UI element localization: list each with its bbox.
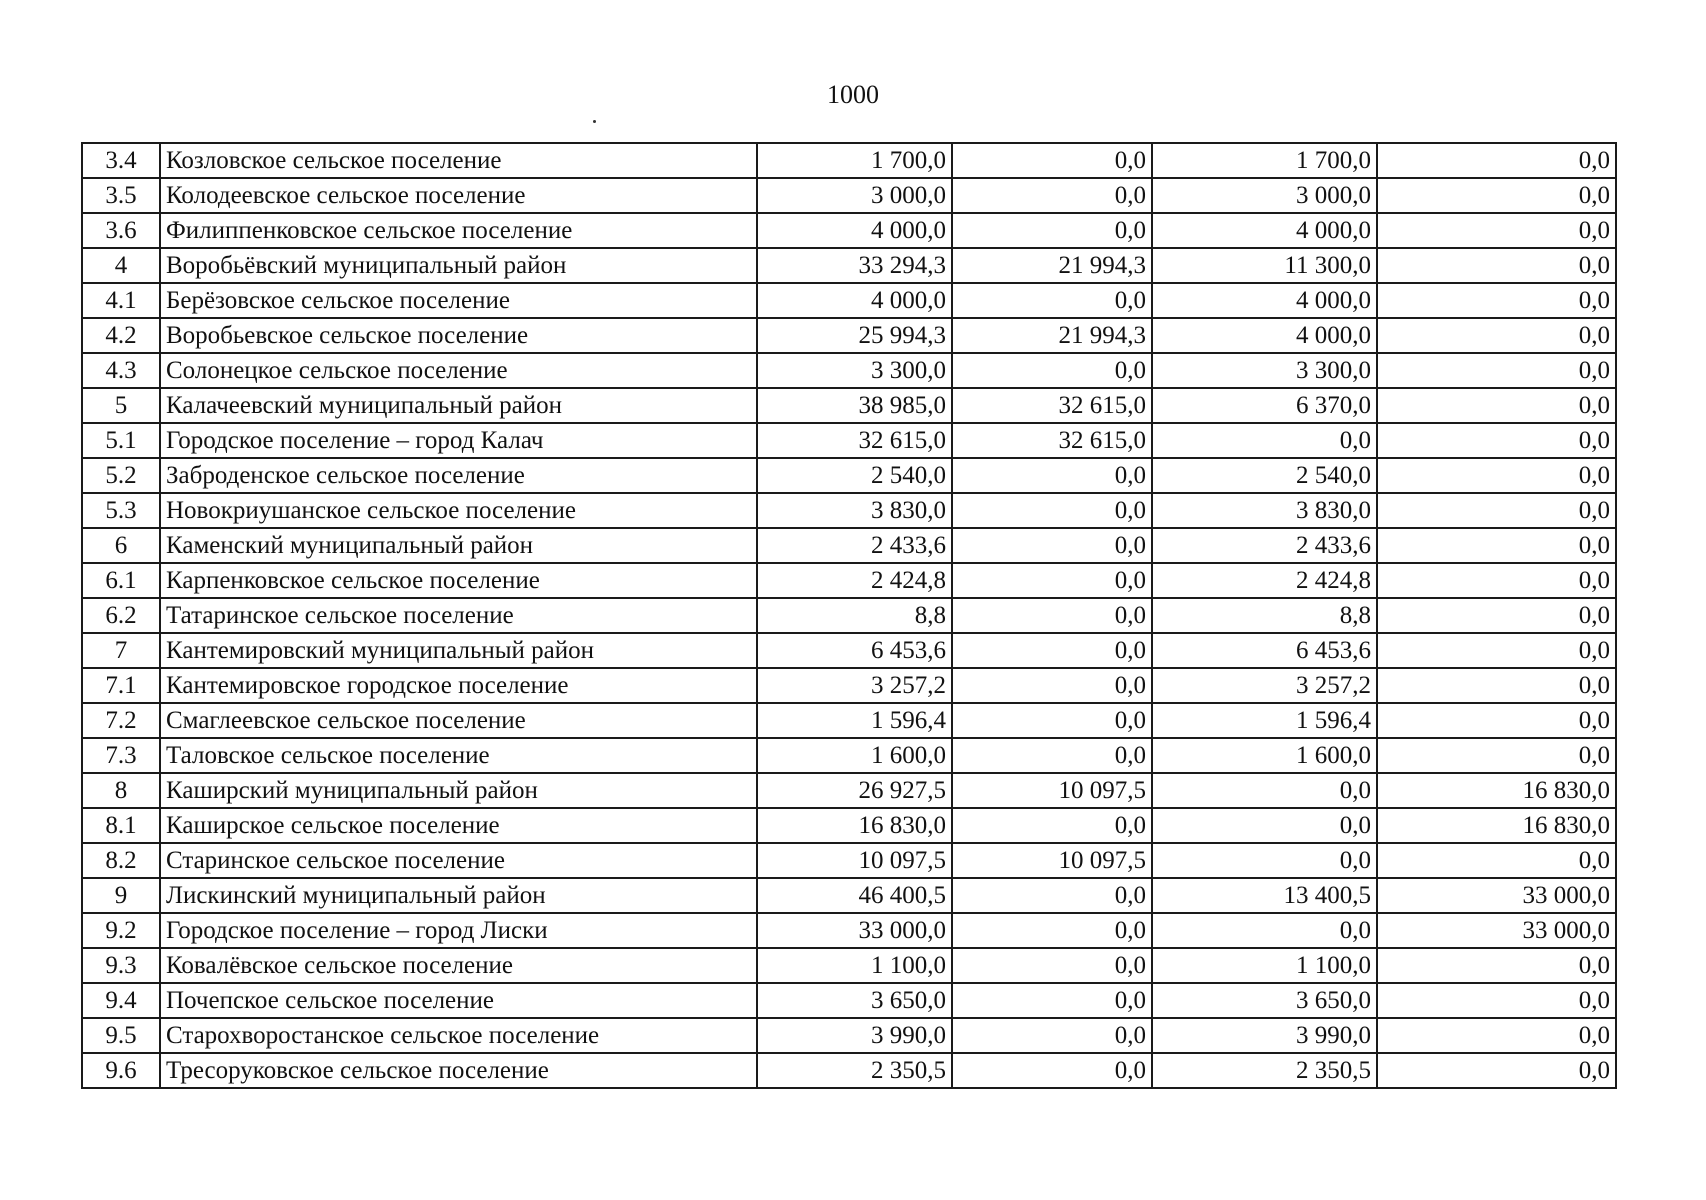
value-col4-cell: 16 830,0 [1377, 773, 1616, 808]
value-col3-cell: 13 400,5 [1152, 878, 1377, 913]
table-row [82, 353, 1616, 388]
value-col3-cell: 2 540,0 [1152, 458, 1377, 493]
value-col2-cell: 0,0 [952, 913, 1152, 948]
row-number-cell: 4.3 [82, 353, 160, 388]
value-col4-cell: 0,0 [1377, 738, 1616, 773]
row-number-cell: 3.4 [82, 143, 160, 178]
table-row [82, 248, 1616, 283]
value-col2-cell: 0,0 [952, 493, 1152, 528]
row-number-cell: 8.2 [82, 843, 160, 878]
row-number-cell: 6 [82, 528, 160, 563]
municipality-name-cell: Таловское сельское поселение [160, 738, 757, 773]
value-col3-cell: 4 000,0 [1152, 318, 1377, 353]
data-table [81, 142, 1617, 1089]
row-number-cell: 8.1 [82, 808, 160, 843]
table-row [82, 913, 1616, 948]
municipality-name-cell: Каменский муниципальный район [160, 528, 757, 563]
table-row [82, 738, 1616, 773]
value-col3-cell: 4 000,0 [1152, 213, 1377, 248]
total-value-cell: 26 927,5 [757, 773, 952, 808]
value-col4-cell: 0,0 [1377, 143, 1616, 178]
value-col2-cell: 21 994,3 [952, 318, 1152, 353]
value-col4-cell: 33 000,0 [1377, 913, 1616, 948]
row-number-cell: 5.1 [82, 423, 160, 458]
value-col2-cell: 0,0 [952, 668, 1152, 703]
value-col3-cell: 3 000,0 [1152, 178, 1377, 213]
municipality-name-cell: Новокриушанское сельское поселение [160, 493, 757, 528]
value-col4-cell: 0,0 [1377, 283, 1616, 318]
row-number-cell: 7.2 [82, 703, 160, 738]
value-col4-cell: 33 000,0 [1377, 878, 1616, 913]
value-col2-cell: 0,0 [952, 738, 1152, 773]
value-col4-cell: 0,0 [1377, 248, 1616, 283]
value-col4-cell: 0,0 [1377, 528, 1616, 563]
value-col3-cell: 3 300,0 [1152, 353, 1377, 388]
value-col4-cell: 0,0 [1377, 983, 1616, 1018]
municipality-name-cell: Берёзовское сельское поселение [160, 283, 757, 318]
total-value-cell: 2 540,0 [757, 458, 952, 493]
value-col3-cell: 0,0 [1152, 808, 1377, 843]
row-number-cell: 6.1 [82, 563, 160, 598]
value-col2-cell: 0,0 [952, 1053, 1152, 1088]
total-value-cell: 46 400,5 [757, 878, 952, 913]
row-number-cell: 9.3 [82, 948, 160, 983]
value-col2-cell: 0,0 [952, 808, 1152, 843]
value-col2-cell: 0,0 [952, 178, 1152, 213]
value-col4-cell: 0,0 [1377, 598, 1616, 633]
value-col4-cell: 0,0 [1377, 388, 1616, 423]
total-value-cell: 3 650,0 [757, 983, 952, 1018]
value-col4-cell: 0,0 [1377, 633, 1616, 668]
value-col4-cell: 0,0 [1377, 458, 1616, 493]
total-value-cell: 2 424,8 [757, 563, 952, 598]
total-value-cell: 38 985,0 [757, 388, 952, 423]
value-col3-cell: 0,0 [1152, 913, 1377, 948]
table-row [82, 1053, 1616, 1088]
total-value-cell: 1 600,0 [757, 738, 952, 773]
row-number-cell: 3.5 [82, 178, 160, 213]
value-col3-cell: 0,0 [1152, 423, 1377, 458]
municipality-name-cell: Почепское сельское поселение [160, 983, 757, 1018]
value-col2-cell: 0,0 [952, 283, 1152, 318]
value-col3-cell: 2 433,6 [1152, 528, 1377, 563]
value-col4-cell: 0,0 [1377, 178, 1616, 213]
table-row [82, 423, 1616, 458]
table-row [82, 563, 1616, 598]
value-col3-cell: 1 596,4 [1152, 703, 1377, 738]
value-col3-cell: 0,0 [1152, 773, 1377, 808]
value-col3-cell: 3 650,0 [1152, 983, 1377, 1018]
value-col3-cell: 2 424,8 [1152, 563, 1377, 598]
value-col2-cell: 0,0 [952, 878, 1152, 913]
municipality-name-cell: Заброденское сельское поселение [160, 458, 757, 493]
row-number-cell: 9.4 [82, 983, 160, 1018]
table-row [82, 1018, 1616, 1053]
total-value-cell: 2 350,5 [757, 1053, 952, 1088]
total-value-cell: 33 294,3 [757, 248, 952, 283]
table-row [82, 493, 1616, 528]
total-value-cell: 6 453,6 [757, 633, 952, 668]
total-value-cell: 33 000,0 [757, 913, 952, 948]
municipality-name-cell: Лискинский муниципальный район [160, 878, 757, 913]
total-value-cell: 2 433,6 [757, 528, 952, 563]
municipality-name-cell: Татаринское сельское поселение [160, 598, 757, 633]
total-value-cell: 3 830,0 [757, 493, 952, 528]
table-row [82, 703, 1616, 738]
value-col3-cell: 1 100,0 [1152, 948, 1377, 983]
value-col3-cell: 1 600,0 [1152, 738, 1377, 773]
row-number-cell: 7 [82, 633, 160, 668]
row-number-cell: 7.1 [82, 668, 160, 703]
value-col4-cell: 0,0 [1377, 1018, 1616, 1053]
total-value-cell: 25 994,3 [757, 318, 952, 353]
row-number-cell: 5.2 [82, 458, 160, 493]
table-row [82, 808, 1616, 843]
table-row [82, 773, 1616, 808]
row-number-cell: 4.1 [82, 283, 160, 318]
table-row [82, 668, 1616, 703]
municipality-name-cell: Солонецкое сельское поселение [160, 353, 757, 388]
table-row [82, 283, 1616, 318]
value-col2-cell: 0,0 [952, 983, 1152, 1018]
value-col3-cell: 1 700,0 [1152, 143, 1377, 178]
value-col2-cell: 0,0 [952, 458, 1152, 493]
value-col2-cell: 0,0 [952, 703, 1152, 738]
table-row [82, 318, 1616, 353]
municipality-name-cell: Калачеевский муниципальный район [160, 388, 757, 423]
row-number-cell: 3.6 [82, 213, 160, 248]
value-col4-cell: 0,0 [1377, 703, 1616, 738]
total-value-cell: 10 097,5 [757, 843, 952, 878]
municipality-name-cell: Городское поселение – город Калач [160, 423, 757, 458]
municipality-name-cell: Воробьевское сельское поселение [160, 318, 757, 353]
table-row [82, 458, 1616, 493]
table-row [82, 598, 1616, 633]
row-number-cell: 7.3 [82, 738, 160, 773]
value-col4-cell: 0,0 [1377, 668, 1616, 703]
table-row [82, 983, 1616, 1018]
municipality-name-cell: Карпенковское сельское поселение [160, 563, 757, 598]
total-value-cell: 3 257,2 [757, 668, 952, 703]
value-col3-cell: 6 453,6 [1152, 633, 1377, 668]
row-number-cell: 9.5 [82, 1018, 160, 1053]
row-number-cell: 5.3 [82, 493, 160, 528]
table-row [82, 213, 1616, 248]
value-col3-cell: 3 830,0 [1152, 493, 1377, 528]
table-row [82, 178, 1616, 213]
municipality-name-cell: Колодеевское сельское поселение [160, 178, 757, 213]
scan-speck [593, 120, 596, 123]
municipality-name-cell: Кантемировский муниципальный район [160, 633, 757, 668]
municipality-name-cell: Каширское сельское поселение [160, 808, 757, 843]
value-col4-cell: 0,0 [1377, 843, 1616, 878]
table-row [82, 633, 1616, 668]
value-col3-cell: 4 000,0 [1152, 283, 1377, 318]
value-col4-cell: 16 830,0 [1377, 808, 1616, 843]
table-body [82, 143, 1616, 1088]
row-number-cell: 4.2 [82, 318, 160, 353]
total-value-cell: 4 000,0 [757, 283, 952, 318]
municipality-name-cell: Ковалёвское сельское поселение [160, 948, 757, 983]
value-col4-cell: 0,0 [1377, 213, 1616, 248]
row-number-cell: 6.2 [82, 598, 160, 633]
value-col3-cell: 6 370,0 [1152, 388, 1377, 423]
row-number-cell: 9 [82, 878, 160, 913]
value-col2-cell: 0,0 [952, 633, 1152, 668]
value-col2-cell: 10 097,5 [952, 843, 1152, 878]
value-col3-cell: 8,8 [1152, 598, 1377, 633]
table-row [82, 143, 1616, 178]
value-col2-cell: 32 615,0 [952, 423, 1152, 458]
municipality-name-cell: Смаглеевское сельское поселение [160, 703, 757, 738]
total-value-cell: 1 596,4 [757, 703, 952, 738]
value-col4-cell: 0,0 [1377, 563, 1616, 598]
municipality-name-cell: Тресоруковское сельское поселение [160, 1053, 757, 1088]
value-col4-cell: 0,0 [1377, 423, 1616, 458]
row-number-cell: 9.2 [82, 913, 160, 948]
row-number-cell: 8 [82, 773, 160, 808]
value-col2-cell: 0,0 [952, 353, 1152, 388]
municipality-name-cell: Старохворостанское сельское поселение [160, 1018, 757, 1053]
value-col4-cell: 0,0 [1377, 318, 1616, 353]
value-col3-cell: 2 350,5 [1152, 1053, 1377, 1088]
value-col3-cell: 3 257,2 [1152, 668, 1377, 703]
page-number: 1000 [827, 80, 879, 109]
total-value-cell: 8,8 [757, 598, 952, 633]
total-value-cell: 3 000,0 [757, 178, 952, 213]
municipality-name-cell: Каширский муниципальный район [160, 773, 757, 808]
value-col2-cell: 32 615,0 [952, 388, 1152, 423]
value-col4-cell: 0,0 [1377, 493, 1616, 528]
value-col3-cell: 3 990,0 [1152, 1018, 1377, 1053]
municipality-name-cell: Филиппенковское сельское поселение [160, 213, 757, 248]
value-col2-cell: 0,0 [952, 528, 1152, 563]
value-col3-cell: 11 300,0 [1152, 248, 1377, 283]
total-value-cell: 16 830,0 [757, 808, 952, 843]
municipality-name-cell: Кантемировское городское поселение [160, 668, 757, 703]
total-value-cell: 3 300,0 [757, 353, 952, 388]
table-row [82, 948, 1616, 983]
table-row [82, 528, 1616, 563]
total-value-cell: 4 000,0 [757, 213, 952, 248]
value-col2-cell: 0,0 [952, 1018, 1152, 1053]
value-col2-cell: 0,0 [952, 143, 1152, 178]
value-col2-cell: 0,0 [952, 213, 1152, 248]
table-row [82, 388, 1616, 423]
total-value-cell: 32 615,0 [757, 423, 952, 458]
total-value-cell: 3 990,0 [757, 1018, 952, 1053]
municipality-name-cell: Козловское сельское поселение [160, 143, 757, 178]
value-col2-cell: 10 097,5 [952, 773, 1152, 808]
municipality-name-cell: Городское поселение – город Лиски [160, 913, 757, 948]
row-number-cell: 9.6 [82, 1053, 160, 1088]
value-col2-cell: 21 994,3 [952, 248, 1152, 283]
municipality-name-cell: Старинское сельское поселение [160, 843, 757, 878]
value-col2-cell: 0,0 [952, 563, 1152, 598]
row-number-cell: 5 [82, 388, 160, 423]
table-row [82, 878, 1616, 913]
total-value-cell: 1 100,0 [757, 948, 952, 983]
municipality-name-cell: Воробьёвский муниципальный район [160, 248, 757, 283]
table-row [82, 843, 1616, 878]
value-col3-cell: 0,0 [1152, 843, 1377, 878]
value-col2-cell: 0,0 [952, 598, 1152, 633]
value-col2-cell: 0,0 [952, 948, 1152, 983]
value-col4-cell: 0,0 [1377, 948, 1616, 983]
total-value-cell: 1 700,0 [757, 143, 952, 178]
value-col4-cell: 0,0 [1377, 1053, 1616, 1088]
row-number-cell: 4 [82, 248, 160, 283]
value-col4-cell: 0,0 [1377, 353, 1616, 388]
